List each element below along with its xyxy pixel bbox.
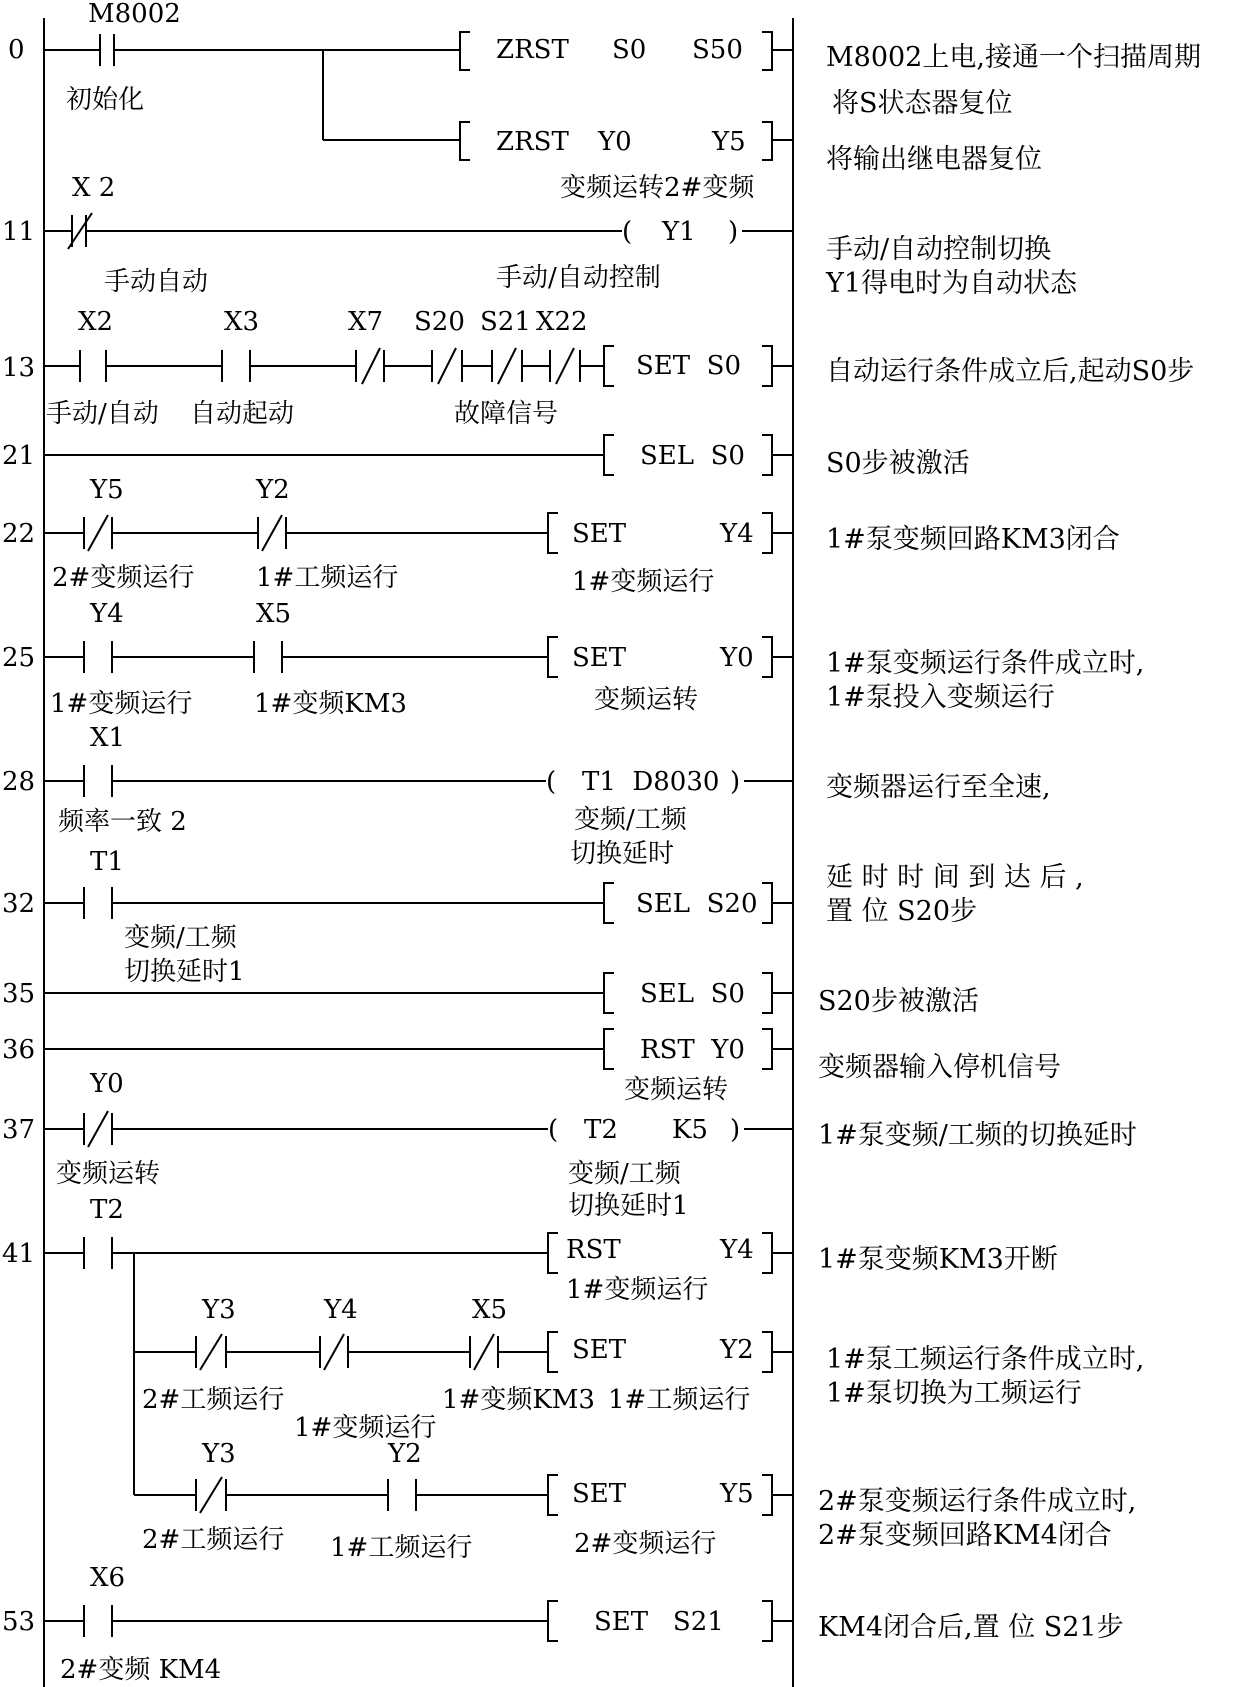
coil-op: T2 — [584, 1115, 618, 1145]
contact-comment: 1#变频运行 — [294, 1413, 437, 1443]
output-comment: 变频运转 — [594, 685, 699, 715]
rung-comment: 自动运行条件成立后,起动S0步 — [826, 356, 1195, 387]
contact-no — [80, 350, 106, 382]
output-comment: 1#变频运行 — [572, 567, 715, 597]
rung-comment: KM4闭合后,置 位 S21步 — [818, 1612, 1124, 1643]
instruction-operand: Y2 — [720, 1335, 754, 1365]
instruction-box-left — [460, 32, 470, 70]
contact-nc — [258, 515, 286, 551]
rung-comment: 1#泵工频运行条件成立时, — [826, 1344, 1145, 1375]
contact-address: X7 — [348, 307, 384, 337]
contact-comment: 1#变频KM3 — [254, 689, 407, 719]
contact-address: M8002 — [88, 0, 181, 29]
instruction-op: RST — [566, 1235, 621, 1265]
step-number: 25 — [2, 643, 36, 673]
rung-comment: 1#泵变频KM3开断 — [818, 1244, 1058, 1275]
step-number: 11 — [2, 217, 36, 247]
rung-comment: 1#泵变频运行条件成立时, — [826, 648, 1145, 679]
instruction-op: SET — [572, 643, 627, 673]
rung-28 — [2, 723, 1051, 869]
rung-comment: 手动/自动控制切换 — [826, 234, 1052, 265]
rung-11 — [2, 173, 1078, 299]
coil-left: ( — [622, 217, 633, 247]
contact-nc — [196, 1334, 226, 1370]
contact-no — [222, 350, 250, 382]
contact-nc — [492, 348, 522, 384]
rung-comment: Y1得电时为自动状态 — [826, 268, 1078, 299]
instruction-operand: Y4 — [720, 519, 754, 549]
contact-comment: 2#工频运行 — [142, 1385, 285, 1415]
step-number: 53 — [2, 1607, 36, 1637]
contact-comment: 频率一致 2 — [58, 807, 187, 837]
instruction-text: SEL S0 — [640, 979, 745, 1009]
contact-nc — [196, 1477, 226, 1513]
contact-nc — [320, 1334, 348, 1370]
contact-nc — [84, 515, 112, 551]
contact-no — [84, 1237, 112, 1269]
rung-37 — [2, 1069, 1137, 1221]
rung-53 — [2, 1563, 1124, 1685]
contact-address: X22 — [536, 307, 588, 337]
coil-comment: 手动/自动控制 — [496, 263, 661, 293]
rung-comment: 变频器运行至全速, — [826, 772, 1051, 803]
contact-comment: 2#工频运行 — [142, 1525, 285, 1555]
instruction-text: ZRST Y0 Y5 — [496, 127, 746, 157]
contact-no — [388, 1479, 416, 1511]
instruction-text: ZRST S0 S50 — [496, 35, 743, 65]
output-comment: 变频运转 — [624, 1075, 729, 1105]
contact-address: X 2 — [72, 173, 116, 203]
rung-21 — [2, 435, 970, 479]
rung-32 — [2, 847, 1084, 987]
rung-22 — [2, 475, 1120, 597]
output-comment: 1#工频运行 — [608, 1385, 751, 1415]
instruction-text: SEL S20 — [636, 889, 758, 919]
contact-address: T1 — [90, 847, 124, 877]
instruction-text: SET S21 — [594, 1607, 724, 1637]
contact-address: X6 — [90, 1563, 126, 1593]
step-number: 13 — [2, 353, 36, 383]
coil-right: ) — [728, 217, 739, 247]
rung-25 — [2, 599, 1144, 719]
contact-address: Y3 — [202, 1439, 236, 1469]
coil-operand: K5 — [672, 1115, 708, 1145]
contact-comment: 2#变频运行 — [52, 563, 195, 593]
coil-comment: 变频/工频 — [568, 1159, 681, 1189]
rung-comment: S0步被激活 — [826, 448, 970, 479]
contact-address: X1 — [90, 723, 126, 753]
contact-no — [84, 641, 112, 673]
step-number: 36 — [2, 1035, 36, 1065]
rung-comment: 2#泵变频运行条件成立时, — [818, 1486, 1137, 1517]
output-comment: 1#变频运行 — [566, 1275, 709, 1305]
contact-comment: 手动自动 — [104, 267, 209, 297]
contact-address: X2 — [78, 307, 114, 337]
coil-right: ) — [730, 767, 741, 797]
contact-nc — [550, 348, 580, 384]
contact-nc — [356, 348, 384, 384]
rung-comment: 将输出继电器复位 — [826, 144, 1042, 175]
rung-comment: 1#泵变频/工频的切换延时 — [818, 1120, 1137, 1151]
contact-nc — [470, 1334, 498, 1370]
coil-comment: 切换延时 — [570, 839, 675, 869]
contact-address: Y0 — [90, 1069, 124, 1099]
instruction-op: SET — [572, 519, 627, 549]
contact-comment: 变频运转 — [56, 1159, 161, 1189]
instruction-op: SET — [572, 1335, 627, 1365]
instruction-text: RST Y0 — [640, 1035, 745, 1065]
rung-13 — [2, 307, 1194, 429]
contact-address: Y5 — [90, 475, 124, 505]
rung-comment: 变频器输入停机信号 — [818, 1052, 1061, 1083]
rung-comment: 1#泵变频回路KM3闭合 — [826, 524, 1120, 555]
step-number: 0 — [8, 35, 25, 65]
contact-comment: 变频/工频 — [124, 923, 237, 953]
rung-comment: 1#泵投入变频运行 — [826, 682, 1055, 713]
contact-comment: 切换延时1 — [124, 957, 245, 987]
instruction-operand: Y4 — [720, 1235, 754, 1265]
contact-address: X5 — [256, 599, 292, 629]
coil-text: Y1 — [662, 217, 696, 247]
rung-41 — [2, 1195, 1144, 1563]
contact-address: X3 — [224, 307, 260, 337]
step-number: 35 — [2, 979, 36, 1009]
step-number: 28 — [2, 767, 36, 797]
contact-address: Y3 — [202, 1295, 236, 1325]
contact-comment: 1#工频运行 — [330, 1533, 473, 1563]
rung-0 — [8, 0, 1201, 175]
contact-address: X5 — [472, 1295, 508, 1325]
rung-36 — [2, 1029, 1061, 1105]
contact-address: Y2 — [388, 1439, 422, 1469]
contact-comment: 1#变频KM3 — [442, 1385, 595, 1415]
step-number: 21 — [2, 441, 36, 471]
contact-comment: 初始化 — [66, 85, 145, 115]
step-number: 22 — [2, 519, 36, 549]
rung-comment: 2#泵变频回路KM4闭合 — [818, 1520, 1112, 1551]
contact-no — [254, 641, 282, 673]
step-number: 32 — [2, 889, 36, 919]
contact-no — [84, 765, 112, 797]
contact-address: Y2 — [256, 475, 290, 505]
contact-address: S20 — [414, 307, 465, 337]
rung-comment: M8002上电,接通一个扫描周期 — [826, 42, 1201, 73]
coil-left: ( — [546, 767, 557, 797]
instruction-operand: Y0 — [720, 643, 754, 673]
branch-1 — [134, 1295, 1144, 1443]
instruction-text: SEL S0 — [640, 441, 745, 471]
coil-comment: 切换延时1 — [568, 1191, 689, 1221]
contact-comment: 1#工频运行 — [256, 563, 399, 593]
contact-comment: 手动/自动 — [46, 399, 159, 429]
contact-comment: 自动起动 — [190, 399, 295, 429]
contact-no — [100, 34, 114, 66]
coil-right: ) — [730, 1115, 741, 1145]
rung-comment: S20步被激活 — [818, 986, 979, 1017]
instruction-box-right — [762, 32, 772, 70]
contact-no — [84, 887, 112, 919]
contact-no — [84, 1605, 112, 1637]
rung-comment: 置 位 S20步 — [826, 896, 978, 927]
contact-address: S21 — [480, 307, 531, 337]
contact-address: Y4 — [324, 1295, 358, 1325]
coil-text: T1 D8030 — [582, 767, 720, 797]
step-number: 41 — [2, 1239, 36, 1269]
coil-comment: 变频运转2#变频 — [560, 173, 755, 203]
instruction-operand: Y5 — [720, 1479, 754, 1509]
contact-nc — [84, 1111, 112, 1147]
step-number: 37 — [2, 1115, 36, 1145]
coil-comment: 变频/工频 — [574, 805, 687, 835]
instruction-op: SET — [572, 1479, 627, 1509]
rung-comment: 延 时 时 间 到 达 后 , — [826, 862, 1084, 893]
coil-left: ( — [548, 1115, 559, 1145]
contact-comment: 1#变频运行 — [50, 689, 193, 719]
rung-comment: 1#泵切换为工频运行 — [826, 1378, 1082, 1409]
contact-comment: 2#变频 KM4 — [60, 1655, 222, 1685]
contact-address: Y4 — [90, 599, 124, 629]
instruction-text: SET S0 — [636, 351, 742, 381]
contact-address: T2 — [90, 1195, 124, 1225]
branch-2 — [134, 1439, 1136, 1563]
contact-group-comment: 故障信号 — [454, 399, 559, 429]
output-comment: 2#变频运行 — [574, 1529, 717, 1559]
rung-comment: 将S状态器复位 — [832, 88, 1013, 119]
contact-nc — [432, 348, 462, 384]
